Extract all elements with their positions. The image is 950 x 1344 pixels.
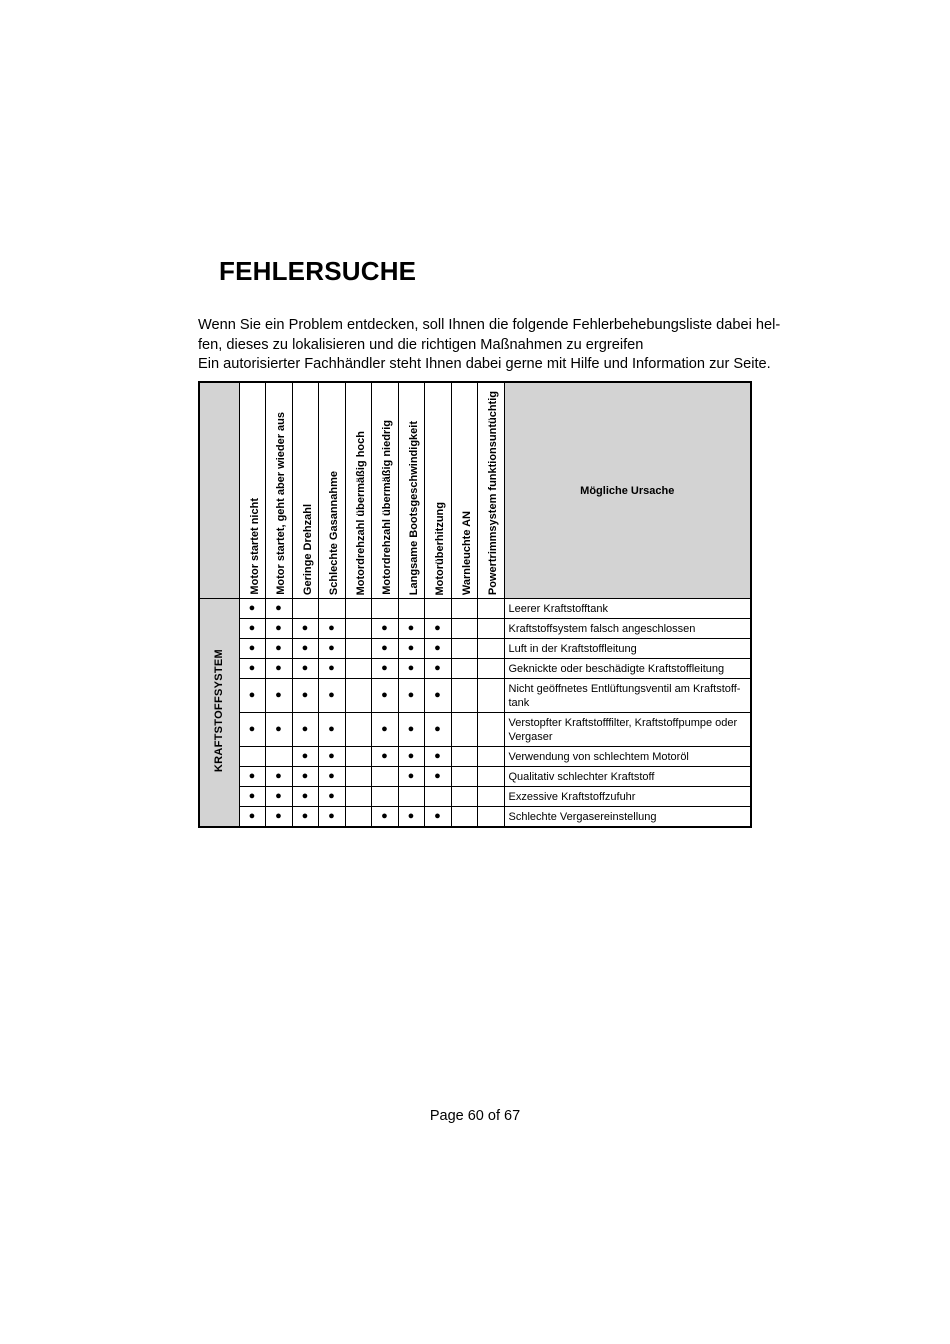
symptom-cell (398, 787, 424, 807)
dot-marker: ● (434, 750, 441, 762)
dot-marker: ● (328, 790, 335, 802)
symptom-cell (451, 747, 477, 767)
cause-cell: Verwendung von schlechtem Motoröl (504, 747, 751, 767)
cause-cell: Geknickte oder beschädigte Kraftstoffleitung (504, 659, 751, 679)
symptom-cell (371, 659, 398, 679)
symptom-cell (239, 807, 265, 828)
symptom-cell (477, 679, 504, 713)
dot-marker: ● (328, 750, 335, 762)
symptom-cell (451, 639, 477, 659)
dot-marker: ● (275, 622, 282, 634)
symptom-cell (345, 713, 371, 747)
symptom-cell (451, 767, 477, 787)
dot-marker: ● (248, 662, 256, 674)
symptom-cell (451, 599, 477, 619)
dot-marker: ● (381, 642, 388, 654)
dot-marker: ● (275, 790, 282, 802)
symptom-cell (371, 713, 398, 747)
symptom-cell (265, 659, 292, 679)
symptom-cell (265, 787, 292, 807)
intro-line: Wenn Sie ein Problem entdecken, soll Ihnen die folgende Fehlerbehebungsliste dabei hel- (198, 317, 781, 333)
dot-marker: ● (381, 750, 388, 762)
symptom-cell (398, 747, 424, 767)
dot-marker: ● (407, 642, 415, 654)
intro-line: fen, dieses zu lokalisieren und die richtigen Maßnahmen zu ergreifen (198, 336, 644, 353)
symptom-cell (451, 659, 477, 679)
symptom-cell (265, 807, 292, 828)
dot-marker: ● (434, 689, 441, 701)
symptom-cell (318, 747, 345, 767)
symptom-cell (292, 767, 318, 787)
symptom-cell (424, 767, 451, 787)
symptom-cell (398, 659, 424, 679)
symptom-cell (292, 639, 318, 659)
symptom-cell (239, 679, 265, 713)
symptom-cell (292, 747, 318, 767)
cause-cell: Nicht geöffnetes Entlüftungsventil am Kraftstoff-tank (504, 679, 751, 713)
dot-marker: ● (248, 622, 256, 634)
symptom-cell (265, 747, 292, 767)
dot-marker: ● (275, 662, 282, 674)
dot-marker: ● (248, 689, 256, 701)
dot-marker: ● (275, 770, 282, 782)
header-corner (199, 382, 239, 599)
symptom-cell (265, 599, 292, 619)
symptom-cell (477, 619, 504, 639)
symptom-cell (424, 619, 451, 639)
table-row (199, 747, 751, 767)
page-number: Page 60 of 67 (429, 1108, 521, 1124)
symptom-header: Powertrimmsystem funktionsuntüchtig (477, 382, 504, 599)
symptom-cell (292, 807, 318, 828)
symptom-header: Warnleuchte AN (451, 382, 477, 599)
symptom-cell (265, 767, 292, 787)
symptom-cell (451, 619, 477, 639)
table-row (199, 599, 751, 619)
symptom-header: Motordrehzahl übermäßig niedrig (371, 382, 398, 599)
dot-marker: ● (407, 750, 415, 762)
symptom-cell (477, 599, 504, 619)
dot-marker: ● (381, 689, 388, 701)
symptom-cell (398, 639, 424, 659)
symptom-cell (292, 619, 318, 639)
symptom-cell (345, 679, 371, 713)
symptom-cell (398, 807, 424, 828)
symptom-cell (424, 713, 451, 747)
symptom-cell (318, 767, 345, 787)
cause-cell: Kraftstoffsystem falsch angeschlossen (504, 619, 751, 639)
symptom-cell (371, 787, 398, 807)
symptom-cell (239, 599, 265, 619)
dot-marker: ● (275, 689, 282, 701)
cause-cell: Luft in der Kraftstoffleitung (504, 639, 751, 659)
symptom-cell (451, 787, 477, 807)
symptom-cell (477, 639, 504, 659)
dot-marker: ● (301, 723, 309, 735)
symptom-cell (477, 713, 504, 747)
dot-marker: ● (275, 642, 282, 654)
dot-marker: ● (434, 770, 441, 782)
symptom-cell (265, 639, 292, 659)
symptom-cell (398, 679, 424, 713)
symptom-header: Motor startet, geht aber wieder aus (265, 382, 292, 599)
dot-marker: ● (328, 622, 335, 634)
table-row (199, 713, 751, 747)
symptom-cell (398, 619, 424, 639)
symptom-cell (371, 599, 398, 619)
dot-marker: ● (301, 622, 309, 634)
dot-marker: ● (248, 790, 256, 802)
dot-marker: ● (328, 723, 335, 735)
symptom-cell (292, 679, 318, 713)
table-row (199, 787, 751, 807)
symptom-cell (345, 747, 371, 767)
symptom-cell (345, 639, 371, 659)
dot-marker: ● (275, 810, 282, 822)
symptom-cell (318, 787, 345, 807)
dot-marker: ● (328, 810, 335, 822)
dot-marker: ● (381, 662, 388, 674)
dot-marker: ● (248, 642, 256, 654)
dot-marker: ● (407, 770, 415, 782)
dot-marker: ● (434, 642, 441, 654)
symptom-cell (424, 659, 451, 679)
dot-marker: ● (248, 770, 256, 782)
symptom-cell (345, 807, 371, 828)
dot-marker: ● (328, 642, 335, 654)
table-body (199, 599, 751, 828)
symptom-header: Motordrehzahl übermäßig hoch (345, 382, 371, 599)
symptom-cell (371, 619, 398, 639)
symptom-cell (265, 713, 292, 747)
symptom-cell (451, 713, 477, 747)
symptom-cell (318, 599, 345, 619)
symptom-cell (477, 767, 504, 787)
dot-marker: ● (381, 810, 388, 822)
symptom-header: Motor startet nicht (239, 382, 265, 599)
dot-marker: ● (301, 790, 309, 802)
dot-marker: ● (434, 723, 441, 735)
group-label: KRAFTSTOFFSYSTEM (199, 599, 239, 828)
symptom-cell (265, 679, 292, 713)
table-row (199, 619, 751, 639)
symptom-cell (477, 747, 504, 767)
troubleshooting-table (198, 381, 752, 828)
symptom-cell (371, 807, 398, 828)
dot-marker: ● (381, 723, 388, 735)
table-row (199, 659, 751, 679)
dot-marker: ● (301, 770, 309, 782)
dot-marker: ● (301, 750, 309, 762)
dot-marker: ● (248, 810, 256, 822)
dot-marker: ● (407, 723, 415, 735)
symptom-cell (451, 807, 477, 828)
symptom-header: Geringe Drehzahl (292, 382, 318, 599)
dot-marker: ● (301, 662, 309, 674)
dot-marker: ● (248, 602, 256, 614)
symptom-cell (239, 747, 265, 767)
intro-text (198, 316, 781, 375)
symptom-cell (318, 639, 345, 659)
symptom-cell (292, 599, 318, 619)
dot-marker: ● (275, 723, 282, 735)
cause-cell: Leerer Kraftstofftank (504, 599, 751, 619)
dot-marker: ● (275, 602, 282, 614)
symptom-cell (371, 747, 398, 767)
dot-marker: ● (407, 689, 415, 701)
symptom-cell (424, 807, 451, 828)
symptom-cell (345, 767, 371, 787)
cause-cell: Exzessive Kraftstoffzufuhr (504, 787, 751, 807)
symptom-cell (424, 639, 451, 659)
dot-marker: ● (381, 622, 388, 634)
symptom-cell (318, 679, 345, 713)
symptom-cell (424, 747, 451, 767)
page-title: FEHLERSUCHE (219, 256, 417, 286)
dot-marker: ● (301, 810, 309, 822)
symptom-cell (292, 713, 318, 747)
symptom-cell (424, 599, 451, 619)
dot-marker: ● (328, 662, 335, 674)
symptom-cell (398, 599, 424, 619)
cause-cell: Qualitativ schlechter Kraftstoff (504, 767, 751, 787)
symptom-cell (398, 713, 424, 747)
symptom-cell (477, 807, 504, 828)
table-row (199, 679, 751, 713)
symptom-cell (477, 787, 504, 807)
symptom-cell (292, 659, 318, 679)
dot-marker: ● (434, 622, 441, 634)
dot-marker: ● (407, 662, 415, 674)
dot-marker: ● (301, 642, 309, 654)
cause-header: Mögliche Ursache (504, 382, 751, 599)
dot-marker: ● (407, 622, 415, 634)
dot-marker: ● (328, 770, 335, 782)
symptom-cell (371, 639, 398, 659)
symptom-cell (239, 619, 265, 639)
symptom-cell (345, 599, 371, 619)
symptom-cell (398, 767, 424, 787)
symptom-cell (239, 787, 265, 807)
dot-marker: ● (434, 662, 441, 674)
symptom-cell (239, 639, 265, 659)
cause-cell: Schlechte Vergasereinstellung (504, 807, 751, 828)
symptom-cell (239, 659, 265, 679)
symptom-cell (424, 787, 451, 807)
symptom-header: Schlechte Gasannahme (318, 382, 345, 599)
symptom-cell (318, 619, 345, 639)
cause-cell: Verstopfter Kraftstofffilter, Kraftstoffpumpe oder Vergaser (504, 713, 751, 747)
symptom-cell (451, 679, 477, 713)
symptom-header: Langsame Bootsgeschwindigkeit (398, 382, 424, 599)
symptom-cell (265, 619, 292, 639)
dot-marker: ● (434, 810, 441, 822)
symptom-cell (318, 807, 345, 828)
table-row (199, 807, 751, 828)
intro-line: Ein autorisierter Fachhändler steht Ihnen dabei gerne mit Hilfe und Information zur Seite. (198, 356, 771, 372)
dot-marker: ● (407, 810, 415, 822)
dot-marker: ● (301, 689, 309, 701)
table-row (199, 767, 751, 787)
symptom-cell (239, 713, 265, 747)
symptom-header: Motorüberhitzung (424, 382, 451, 599)
symptom-cell (424, 679, 451, 713)
header-row (199, 382, 751, 599)
symptom-cell (345, 787, 371, 807)
symptom-cell (345, 619, 371, 639)
symptom-cell (371, 767, 398, 787)
symptom-cell (239, 767, 265, 787)
symptom-cell (477, 659, 504, 679)
symptom-cell (371, 679, 398, 713)
symptom-cell (292, 787, 318, 807)
dot-marker: ● (248, 723, 256, 735)
symptom-cell (318, 713, 345, 747)
symptom-cell (318, 659, 345, 679)
table-row (199, 639, 751, 659)
dot-marker: ● (328, 689, 335, 701)
symptom-cell (345, 659, 371, 679)
